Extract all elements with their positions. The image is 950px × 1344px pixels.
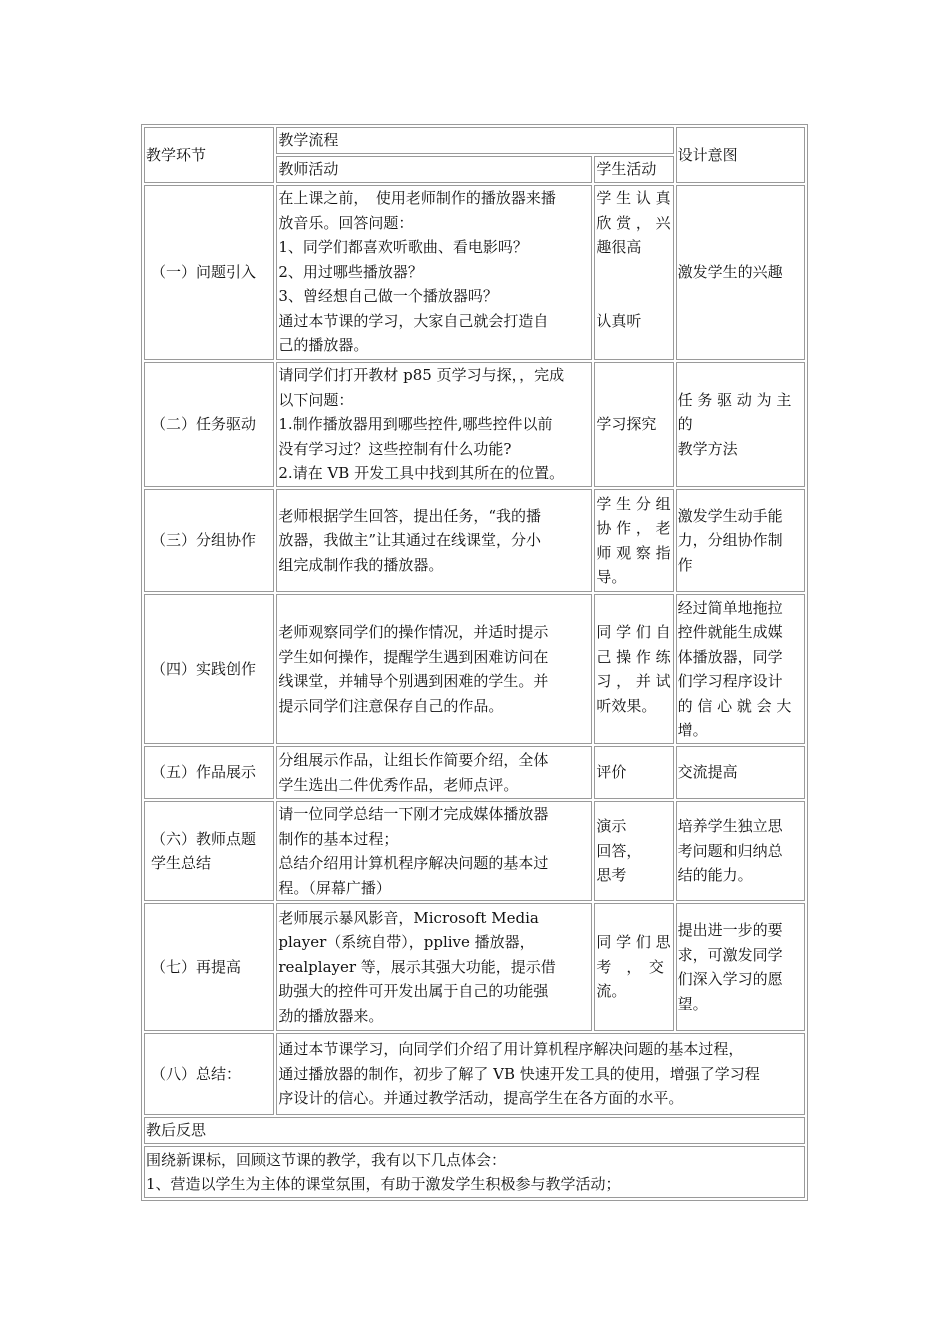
text-line: 组完成制作我的播放器。 (278, 555, 444, 574)
text-line: 线课堂，并辅导个别遇到困难的学生。并 (278, 672, 549, 690)
table-row (144, 362, 805, 487)
text-line: 通过本节课的学习，大家自己就会打造自 (278, 311, 549, 330)
text-line: 考问题和归纳总 (677, 841, 783, 860)
text-line: 听效果。 (596, 696, 657, 715)
text-line: 任 务 驱 动 为 主 的 (677, 390, 792, 434)
text-line: 老师观察同学们的操作情况，并适时提示 (278, 623, 549, 641)
text-line: 没有学习过？这些控制有什么功能? (278, 439, 512, 458)
student-cell (594, 801, 673, 901)
text-line: realplayer 等，展示其强大功能，提示借 (278, 957, 556, 976)
text-line (596, 260, 671, 285)
stage-cell: （五）作品展示 (144, 746, 274, 799)
text-line: 2、用过哪些播放器？ (278, 262, 423, 281)
header-teacher: 教师活动 (276, 156, 592, 183)
text-line: 劲的播放器来。 (278, 1006, 384, 1025)
text-line: 放器，我做主”让其通过在线课堂，分小 (278, 531, 542, 550)
text-line: 序设计的信心。并通过教学活动，提高学生在各方面的水平。 (278, 1089, 684, 1108)
text-line: 同 学 们 自 (596, 623, 671, 641)
text-line: 力，分组协作制 (677, 531, 783, 550)
text-line: 3、曾经想自己做一个播放器吗？ (278, 287, 498, 305)
text-line: 们学习程序设计 (677, 672, 783, 690)
text-line: （六）教师点题 (151, 829, 257, 848)
text-line: 考 ， 交 (596, 957, 664, 976)
header-flow: 教学流程 (276, 127, 673, 154)
text-line: 程。（屏幕广播） (278, 878, 391, 897)
student-cell: 评价 (594, 746, 673, 799)
text-line: 同 学 们 思 (596, 933, 671, 952)
text-line: 学 生 分 组 (596, 494, 671, 513)
text-line: 流。 (596, 982, 627, 1001)
text-line: 1.制作播放器用到哪些控件,哪些控件以前 (278, 415, 553, 433)
text-line: 培养学生独立思 (677, 817, 783, 836)
stage-cell: （七）再提高 (144, 903, 274, 1031)
text-line: player（系统自带），pplive 播放器， (278, 933, 535, 952)
text-line: 欣 赏 ， 兴 (596, 213, 671, 232)
intent-cell (676, 903, 805, 1031)
reflection-body-row (144, 1146, 805, 1198)
text-line: 趣很高 (596, 238, 642, 256)
stage-cell: （二）任务驱动 (144, 362, 274, 487)
text-line: 通过本节课学习，向同学们介绍了用计算机程序解决问题的基本过程， (278, 1040, 744, 1059)
intent-cell: 激发学生的兴趣 (676, 185, 805, 360)
text-line: 助强大的控件可开发出属于自己的功能强 (278, 982, 549, 1001)
text-line: 制作的基本过程； (278, 829, 399, 848)
text-line: 总结介绍用计算机程序解决问题的基本过 (278, 854, 549, 872)
text-line: 们深入学习的愿 (677, 970, 783, 988)
text-line: 请同学们打开教材 p85 页学习与探，，完成 (278, 366, 565, 384)
intent-cell (676, 362, 805, 487)
teacher-cell (276, 594, 592, 744)
text-line: 围绕新课标，回顾这节课的教学，我有以下几点体会： (146, 1150, 507, 1169)
text-line: 老师根据学生回答，提出任务，“我的播 (278, 506, 542, 525)
text-line: 增。 (677, 721, 708, 739)
text-line: 老师展示暴风影音，Microsoft Media (278, 908, 539, 927)
table-row (144, 746, 805, 799)
text-line: 控件就能生成媒 (677, 623, 783, 641)
header-student: 学生活动 (594, 156, 673, 183)
student-cell (594, 185, 673, 360)
text-line: 以下问题： (278, 390, 354, 409)
text-line: 认真听 (596, 311, 642, 330)
text-line: 学生如何操作，提醒学生遇到困难访问在 (278, 647, 549, 666)
teacher-cell (276, 801, 592, 901)
text-line: 己 操 作 练 (596, 647, 671, 666)
text-line: 演示 (596, 817, 627, 836)
stage-cell (144, 801, 274, 901)
text-line: 1、同学们都喜欢听歌曲、看电影吗？ (278, 238, 528, 256)
student-cell: 学习探究 (594, 362, 673, 487)
student-cell (594, 903, 673, 1031)
table-row (144, 489, 805, 592)
text-line: 结的能力。 (677, 866, 753, 885)
text-line: 师 观 察 指 (596, 543, 671, 562)
text-line: 学生总结 (151, 854, 212, 872)
text-line: 通过播放器的制作，初步了解了 VB 快速开发工具的使用，增强了学习程 (278, 1064, 760, 1083)
text-line: 思考 (596, 866, 627, 885)
text-line: 激发学生动手能 (677, 506, 783, 525)
text-line: 的 信 心 就 会 大 (677, 696, 792, 715)
teacher-cell (276, 185, 592, 360)
reflection-body (144, 1146, 805, 1198)
table-row (144, 185, 805, 360)
stage-cell: （三）分组协作 (144, 489, 274, 592)
text-line: 体播放器，同学 (677, 647, 783, 666)
text-line: 学 生 认 真 (596, 189, 671, 207)
reflection-title-row (144, 1117, 805, 1144)
student-cell (594, 489, 673, 592)
table-row (144, 903, 805, 1031)
text-line (596, 284, 671, 309)
intent-cell (676, 489, 805, 592)
stage-cell: （四）实践创作 (144, 594, 274, 744)
teacher-cell (276, 489, 592, 592)
text-line: 提出进一步的要 (677, 921, 783, 939)
header-intent: 设计意图 (676, 127, 805, 183)
lesson-plan-table (141, 124, 808, 1201)
text-line: 习 ， 并 试 (596, 672, 671, 690)
teacher-cell (276, 746, 592, 799)
reflection-title: 教后反思 (144, 1117, 805, 1144)
table-row (144, 801, 805, 901)
text-line: 望。 (677, 994, 708, 1013)
table-row (144, 594, 805, 744)
header-stage: 教学环节 (144, 127, 274, 183)
text-line: 导。 (596, 568, 627, 586)
student-cell (594, 594, 673, 744)
text-line: 在上课之前， 使用老师制作的播放器来播 (278, 189, 556, 207)
text-line: 放音乐。回答问题： (278, 213, 414, 232)
text-line: 分组展示作品，让组长作简要介绍，全体 (278, 751, 549, 769)
text-line: 协 作 ， 老 (596, 519, 671, 537)
summary-text (276, 1033, 805, 1115)
intent-cell (676, 801, 805, 901)
text-line: 己的播放器。 (278, 336, 369, 354)
intent-cell: 交流提高 (676, 746, 805, 799)
stage-cell: （一）问题引入 (144, 185, 274, 360)
header-row (144, 127, 805, 154)
text-line: 提示同学们注意保存自己的作品。 (278, 696, 504, 715)
text-line: 2.请在 VB 开发工具中找到其所在的位置。 (278, 464, 565, 482)
text-line: 1、营造以学生为主体的课堂氛围，有助于激发学生积极参与教学活动； (146, 1175, 621, 1193)
text-line: 学生选出二件优秀作品，老师点评。 (278, 775, 519, 794)
teacher-cell (276, 903, 592, 1031)
intent-cell (676, 594, 805, 744)
text-line: 作 (677, 555, 693, 574)
teacher-cell (276, 362, 592, 487)
text-line: 请一位同学总结一下刚才完成媒体播放器 (278, 805, 549, 823)
text-line: 回答， (596, 841, 642, 860)
text-line: 求，可激发同学 (677, 945, 783, 964)
text-line: 教学方法 (677, 439, 738, 458)
summary-row (144, 1033, 805, 1115)
summary-stage: （八）总结： (144, 1033, 274, 1115)
text-line: 经过简单地拖拉 (677, 598, 783, 617)
